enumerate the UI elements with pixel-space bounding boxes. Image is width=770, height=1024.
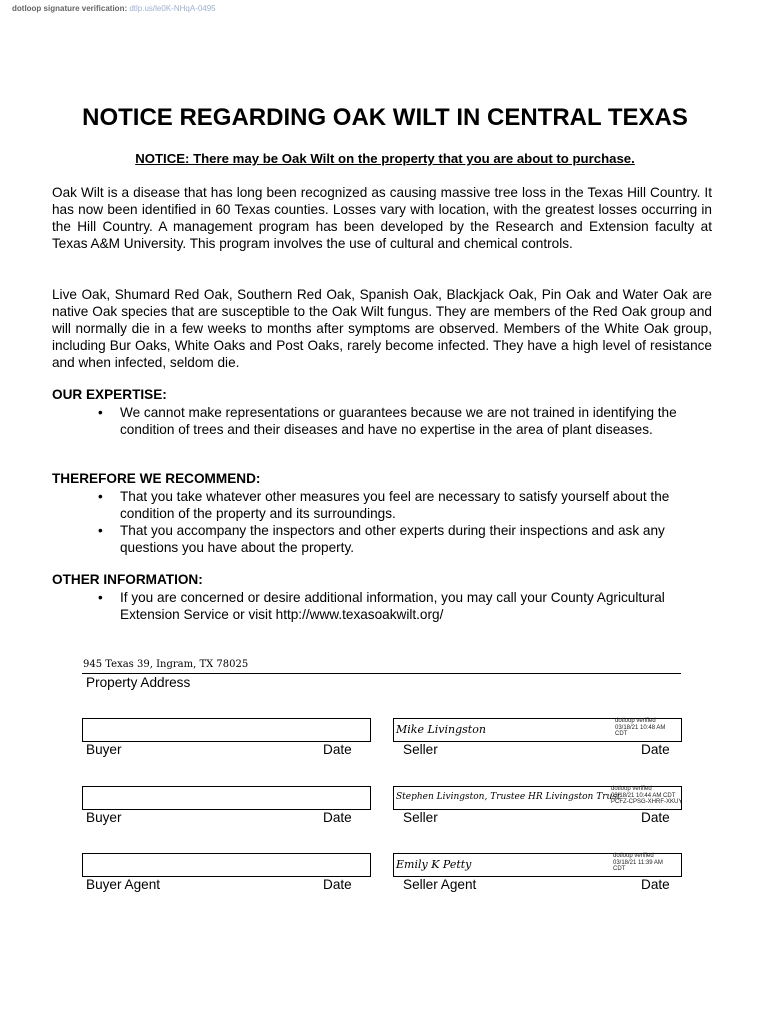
list-item: • That you accompany the inspectors and other experts during their inspections and ask any questions you have about the property. (98, 523, 665, 555)
signature-verification (12, 4, 216, 13)
dotloop-stamp: dotloop verified 03/18/21 10:44 AM CDT PCFZ-CPSG-XHRF-XKUY (611, 786, 683, 805)
bullet-icon: • (98, 405, 103, 420)
property-address-value[interactable]: 945 Texas 39, Ingram, TX 78025 (83, 659, 249, 670)
bullet-icon: • (98, 489, 103, 504)
buyer-label: Buyer (86, 742, 122, 757)
bullet-icon: • (98, 590, 103, 605)
buyer-agent-signature-field[interactable] (82, 853, 371, 877)
dotloop-stamp: dotloop verified 03/18/21 11:39 AM CDT (613, 853, 663, 872)
verification-link[interactable]: dtlp.us/le0K-NHqA-0495 (129, 4, 216, 13)
recommend-list (98, 488, 713, 556)
list-item: • If you are concerned or desire additional information, you may call your County Agricultural Extension Service or visit http://www.texasoakwilt.org/ (98, 590, 665, 622)
list-item: • That you take whatever other measures you feel are necessary to satisfy yourself about the condition of the property and its surroundings. (98, 489, 670, 521)
property-address-label: Property Address (86, 675, 191, 690)
other-info-list (98, 589, 713, 623)
seller-agent-date-label: Date (641, 877, 670, 892)
buyer-signature-field-2[interactable] (82, 786, 371, 810)
paragraph-oak-wilt-intro: Oak Wilt is a disease that has long been recognized as causing massive tree loss in the Texas Hill Country. It has now been identified in 60 Texas counties. Losses vary with location, with the greatest losses occurring in the Hill Country. A management program has been developed by the Research and Extension faculty at Texas A&M University. This program involves the use of cultural and chemical controls. (52, 185, 712, 251)
buyer-signature-field[interactable] (82, 718, 371, 742)
buyer-date-label: Date (323, 742, 352, 757)
page-title: NOTICE REGARDING OAK WILT IN CENTRAL TEXAS (82, 104, 688, 131)
buyer-date-label: Date (323, 810, 352, 825)
buyer-agent-date-label: Date (323, 877, 352, 892)
buyer-label: Buyer (86, 810, 122, 825)
seller-date-label: Date (641, 742, 670, 757)
seller-agent-label: Seller Agent (403, 877, 477, 892)
verification-label: dotloop signature verification: (12, 4, 128, 13)
other-info-heading: OTHER INFORMATION: (52, 572, 203, 587)
seller-signature: Mike Livingston (396, 723, 486, 736)
dotloop-stamp: dotloop verified 03/18/21 10:48 AM CDT (615, 718, 666, 737)
seller-signature-2: Stephen Livingston, Trustee HR Livingston Trust (396, 792, 621, 802)
seller-date-label: Date (641, 810, 670, 825)
seller-label: Seller (403, 810, 438, 825)
address-underline (82, 673, 681, 674)
seller-agent-signature: Emily K Petty (396, 858, 472, 871)
expertise-heading: OUR EXPERTISE: (52, 387, 167, 402)
bullet-icon: • (98, 523, 103, 538)
buyer-agent-label: Buyer Agent (86, 877, 161, 892)
recommend-heading: THEREFORE WE RECOMMEND: (52, 471, 261, 486)
paragraph-oak-species: Live Oak, Shumard Red Oak, Southern Red Oak, Spanish Oak, Blackjack Oak, Pin Oak and Water Oak are native Oak species that are susceptible to the Oak Wilt fungus. They are members of the Red Oak group and will normally die in a few weeks to months after symptoms are observed. Members of the White Oak group, including Bur Oaks, White Oaks and Post Oaks, rarely become infected. They have a high level of resistance and when infected, seldom die. (52, 287, 712, 370)
expertise-list (98, 404, 713, 438)
list-item: • We cannot make representations or guarantees because we are not trained in identifying the condition of trees and their diseases and have no expertise in the area of plant diseases. (98, 405, 677, 437)
seller-label: Seller (403, 742, 438, 757)
notice-line: NOTICE: There may be Oak Wilt on the property that you are about to purchase. (135, 151, 635, 166)
